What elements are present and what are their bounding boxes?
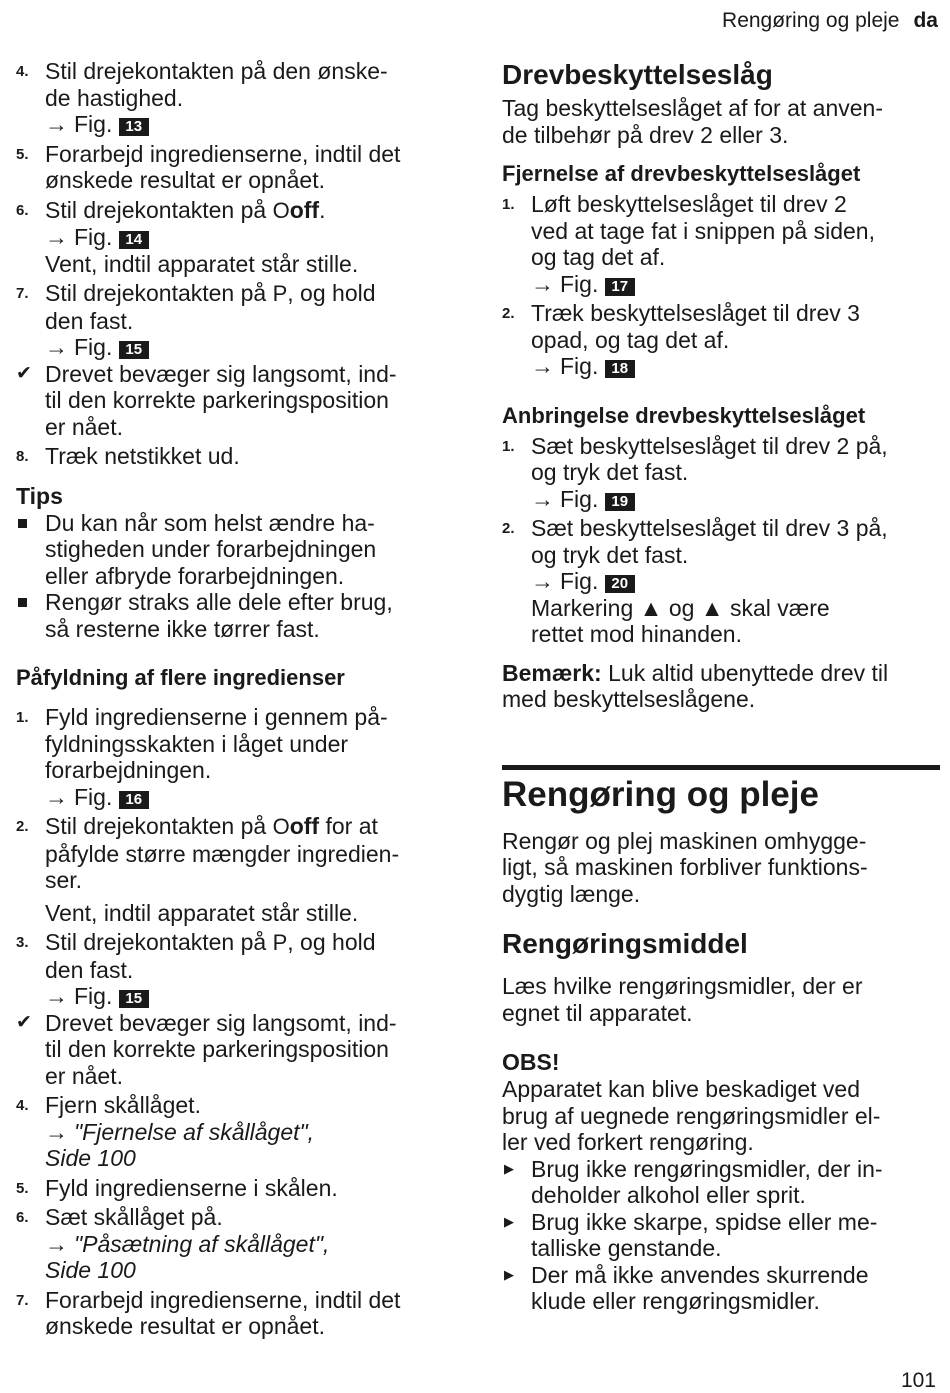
check-icon: ✔ [16,362,32,384]
off-symbol-icon: O [272,197,290,223]
figure-ref: → Fig. 19 [531,486,940,513]
tip-item: Rengør straks alle dele efter brug, så resterne ikke tørrer fast. [16,589,456,642]
tips-heading: Tips [16,482,63,509]
arrow-icon: → [45,224,68,250]
result-note: ✔ Drevet bevæger sig langsomt, ind- til den korrekte parkeringsposition er nået. [16,360,397,440]
tip-item: Du kan når som helst ændre ha- stigheden under forarbejdningen eller afbryde forarbejdningen. [16,510,456,590]
triangle-bullet-icon: ▶ [504,1160,514,1176]
arrow-icon: → [45,983,68,1009]
arrow-icon: → [531,485,554,512]
step-4: 4. Stil drejekontakten på den ønske- de hastighed. → Fig. 13 [16,58,456,138]
running-header [722,8,938,34]
arrow-icon: → [45,111,68,137]
step-8: 8. Træk netstikket ud. [16,443,240,469]
warning-bullet: ▶ Brug ikke rengøringsmidler, der in- deholder alkohol eller sprit. [504,1155,883,1208]
figure-number-badge: 17 [605,278,635,296]
refill-step-2: 2. Stil drejekontakten på Ooff for at påfylde større mængder ingredien- ser. Vent, indtil apparatet står stille. [16,813,400,926]
warning-heading: OBS! [502,1049,560,1075]
square-bullet-icon [18,598,27,607]
refill-step-6: 6. Sæt skållåget på. → "Påsætning af skållåget", Side 100 [16,1204,456,1284]
refill-step-4: 4. Fjern skållåget. → "Fjernelse af skållåget", Side 100 [16,1092,456,1172]
header-title: Rengøring og pleje [722,9,900,32]
cleaning-agent-intro: Læs hvilke rengøringsmidler, der er egnet til apparatet. [502,973,863,1026]
arrow-icon: → [531,353,554,379]
arrow-icon: → [45,334,68,360]
figure-ref: → Fig. 14 [45,224,456,251]
arrow-icon: → [45,783,68,810]
off-symbol-icon: O [272,814,290,839]
step-7: 7. Stil drejekontakten på P, og hold den fast. → Fig. 15 [16,280,456,361]
attach-step-2: 2. Sæt beskyttelseslåget til drev 3 på, og tryk det fast. → Fig. 20 Markering ▲ og ▲ skal være rettet mod hinanden. [502,515,940,648]
care-heading: Rengøring og pleje [502,774,819,814]
figure-number-badge: 15 [119,990,149,1008]
warning-text: Apparatet kan blive beskadiget ved brug af uegnede rengøringsmidler el- ler ved forkert rengøring. [502,1076,881,1155]
removal-heading: Fjernelse af drevbeskyttelseslåget [502,161,861,186]
language-code: da [913,9,938,32]
figure-ref: → Fig. 20 [531,568,940,595]
refill-step-3: 3. Stil drejekontakten på P, og hold den fast. → Fig. 15 [16,929,456,1010]
attach-step-1: 1. Sæt beskyttelseslåget til drev 2 på, og tryk det fast. → Fig. 19 [502,433,940,513]
check-icon: ✔ [16,1011,32,1033]
figure-number-badge: 14 [119,231,149,249]
figure-ref: → Fig. 13 [45,111,456,138]
refill-step-1: 1. Fyld ingredienserne i gennem på- fyldningsskakten i låget under forarbejdningen. → Fig. 16 [16,704,456,810]
page-number: 101 [900,1369,936,1392]
figure-number-badge: 18 [605,360,635,378]
removal-step-1: 1. Løft beskyttelseslåget til drev 2 ved at tage fat i snippen på siden, og tag det af. → Fig. 17 [502,191,940,297]
step-6: 6. Stil drejekontakten på Ooff. → Fig. 14 Vent, indtil apparatet står stille. [16,197,456,278]
refill-heading: Påfyldning af flere ingredienser [16,665,345,690]
left-column [16,58,456,1340]
triangle-bullet-icon: ▶ [504,1266,514,1282]
figure-number-badge: 20 [605,575,635,593]
triangle-bullet-icon: ▶ [504,1213,514,1229]
attach-heading: Anbringelse drevbeskyttelseslåget [502,402,866,428]
step-5: 5. Forarbejd ingredienserne, indtil det ønskede resultat er opnået. [16,140,401,193]
note-paragraph: Bemærk: Luk altid ubenyttede drev til med beskyttelseslågene. [502,659,889,712]
arrow-icon: → [531,270,554,297]
cross-reference-link[interactable]: → "Fjernelse af skållåget", [45,1118,315,1145]
figure-ref: → Fig. 16 [45,784,456,811]
drive-cover-heading: Drevbeskyttelseslåg [502,59,773,90]
figure-number-badge: 15 [119,341,149,359]
triangle-marker-icon: ▲ [700,594,724,621]
figure-ref: → Fig. 15 [45,983,456,1010]
arrow-icon: → [45,1230,68,1257]
p-symbol-icon: P [272,930,288,955]
figure-ref: → Fig. 17 [531,271,940,298]
figure-number-badge: 19 [605,493,635,511]
result-note: ✔ Drevet bevæger sig langsomt, ind- til den korrekte parkeringsposition er nået. [16,1009,397,1089]
figure-ref: → Fig. 18 [531,353,940,380]
square-bullet-icon [18,519,27,528]
arrow-icon: → [45,1118,68,1145]
warning-bullet: ▶ Brug ikke skarpe, spidse eller me- talliske genstande. [504,1208,878,1261]
care-intro: Rengør og plej maskinen omhygge- ligt, så maskinen forbliver funktions- dygtig længe. [502,827,868,907]
refill-step-5: 5. Fyld ingredienserne i skålen. [16,1174,338,1201]
cleaning-agent-heading: Rengøringsmiddel [502,928,748,959]
right-column [502,58,940,1315]
triangle-marker-icon: ▲ [639,594,663,621]
note-label: Bemærk: [502,659,602,686]
refill-step-7: 7. Forarbejd ingredienserne, indtil det ønskede resultat er opnået. [16,1286,401,1339]
arrow-icon: → [531,568,554,594]
warning-bullet: ▶ Der må ikke anvendes skurrende klude eller rengøringsmidler. [504,1261,869,1314]
figure-number-badge: 16 [119,791,149,809]
drive-intro: Tag beskyttelseslåget af for at anven- de tilbehør på drev 2 eller 3. [502,95,883,148]
cross-reference-link[interactable]: → "Påsætning af skållåget", [45,1230,330,1257]
figure-number-badge: 13 [119,118,149,136]
figure-ref: → Fig. 15 [45,334,456,361]
p-symbol-icon: P [272,281,288,306]
removal-step-2: 2. Træk beskyttelseslåget til drev 3 opad, og tag det af. → Fig. 18 [502,300,940,380]
